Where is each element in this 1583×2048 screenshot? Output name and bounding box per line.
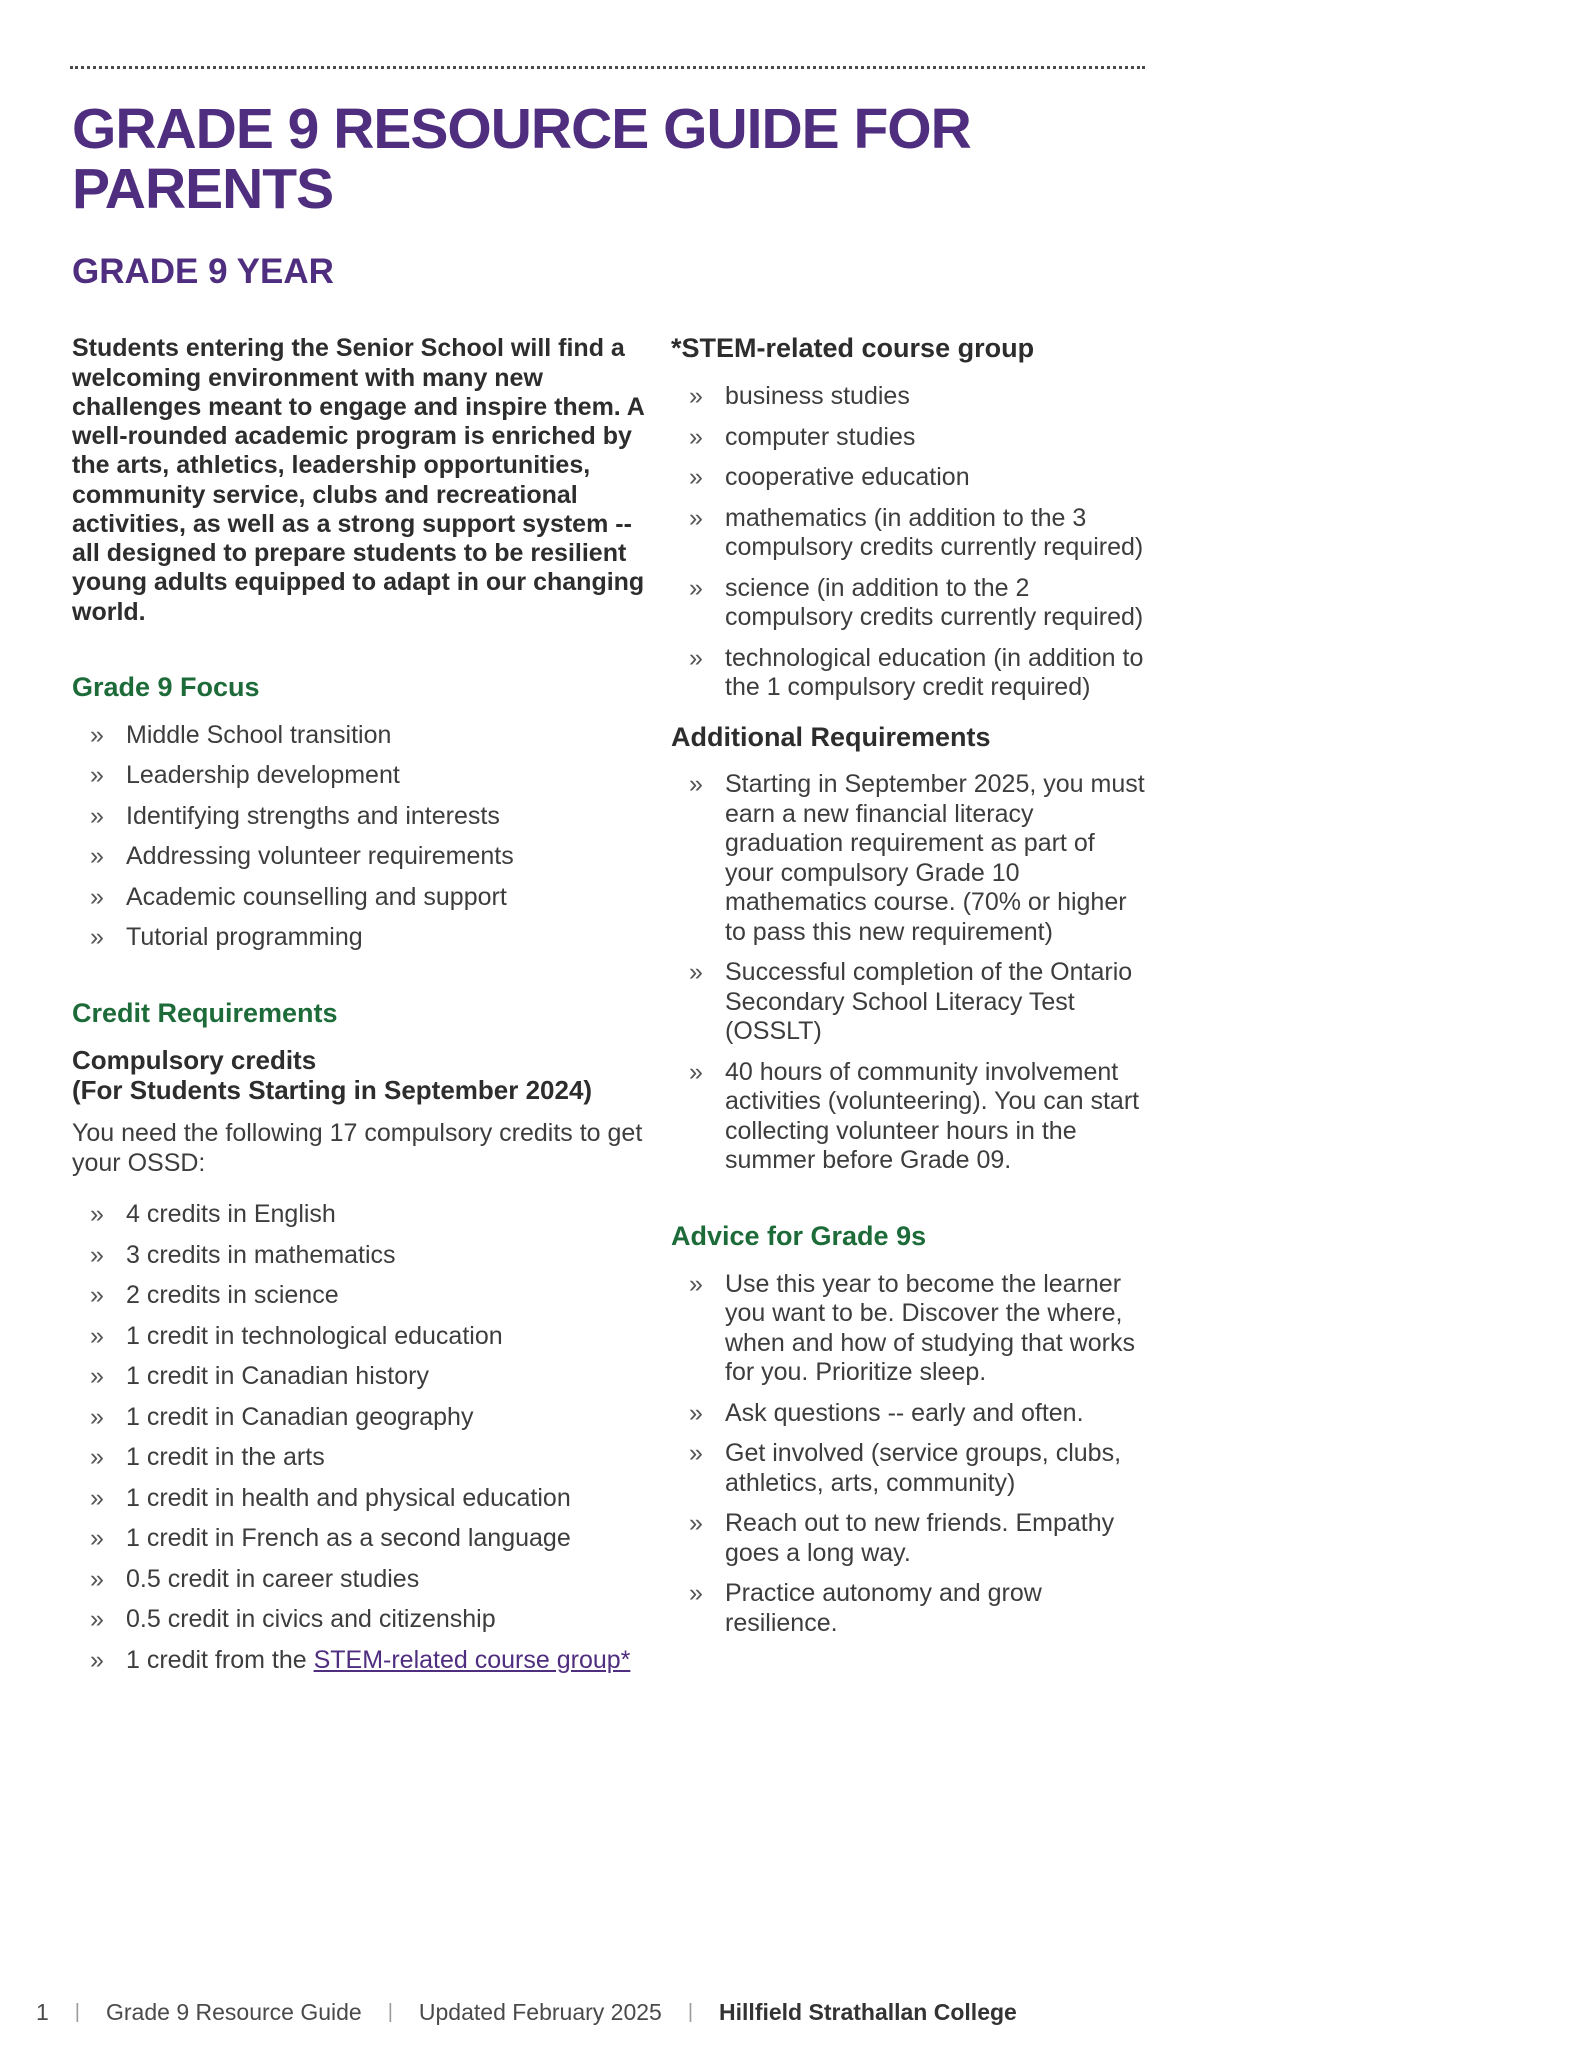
list-item — [671, 504, 1147, 563]
bullet-icon: » — [689, 1057, 703, 1086]
bullet-icon: » — [90, 1200, 104, 1229]
list-item — [671, 1439, 1147, 1498]
list-item — [72, 1322, 647, 1352]
list-item — [671, 382, 1147, 412]
page-title: GRADE 9 RESOURCE GUIDE FOR PARENTS — [72, 97, 971, 221]
list-item-text: Successful completion of the Ontario Secondary School Literacy Test (OSSLT) — [725, 958, 1133, 1046]
credits-lead-text: You need the following 17 compulsory credits to get your OSSD: — [72, 1119, 643, 1178]
grade9-focus-list — [72, 721, 647, 953]
list-item-text: computer studies — [725, 422, 916, 451]
list-item — [671, 1509, 1147, 1568]
compulsory-credits-subheading — [72, 1046, 647, 1106]
bullet-icon: » — [689, 503, 703, 532]
list-item-text: Use this year to become the learner you want to be. Discover the where, when and how of studying that works for you. Prioritize sleep. — [725, 1269, 1135, 1386]
list-item — [671, 644, 1147, 703]
list-item-text: 1 credit in Canadian geography — [126, 1402, 474, 1431]
stem-group-heading: *STEM-related course group — [671, 333, 1035, 364]
list-item — [72, 1605, 647, 1635]
bullet-icon: » — [689, 770, 703, 799]
footer-doc-name: Grade 9 Resource Guide — [106, 1999, 362, 2025]
list-item — [671, 770, 1147, 947]
footer-updated: Updated February 2025 — [418, 1999, 662, 2025]
list-item — [671, 1399, 1147, 1429]
list-item-text: 0.5 credit in civics and citizenship — [126, 1605, 496, 1634]
list-item-text — [126, 1646, 647, 1676]
list-item — [72, 1362, 647, 1392]
list-item — [72, 721, 647, 751]
advice-heading: Advice for Grade 9s — [671, 1220, 927, 1251]
list-item-text: mathematics (in addition to the 3 compulsory credits currently required) — [725, 503, 1144, 562]
footer-organization: Hillfield Strathallan College — [719, 1999, 1017, 2025]
list-item-text: Addressing volunteer requirements — [126, 842, 514, 871]
credit-requirements-heading: Credit Requirements — [72, 997, 338, 1028]
list-item-text: Get involved (service groups, clubs, athletics, arts, community) — [725, 1439, 1122, 1497]
list-item — [72, 1443, 647, 1473]
list-item-text: Identifying strengths and interests — [126, 801, 500, 830]
list-item-text: Tutorial programming — [126, 923, 363, 952]
list-item — [671, 1579, 1147, 1638]
list-item-text: business studies — [725, 382, 910, 411]
bullet-icon: » — [689, 1509, 703, 1537]
page-footer — [36, 1999, 1017, 2026]
list-item-text: Ask questions -- early and often. — [725, 1398, 1084, 1427]
compulsory-credits-line2: (For Students Starting in September 2024) — [72, 1075, 593, 1106]
list-item — [671, 1058, 1147, 1176]
list-item — [72, 923, 647, 953]
bullet-icon: » — [689, 573, 703, 602]
list-item — [671, 958, 1147, 1047]
list-item — [72, 842, 647, 872]
bullet-icon: » — [689, 1579, 703, 1607]
list-item-text: 0.5 credit in career studies — [126, 1564, 420, 1593]
list-item — [671, 463, 1147, 493]
grade9-year-heading: GRADE 9 YEAR — [72, 251, 334, 291]
stem-course-group-link[interactable]: STEM-related course group* — [313, 1645, 631, 1674]
list-item-text: 1 credit in French as a second language — [126, 1524, 571, 1553]
bullet-icon: » — [689, 1439, 703, 1467]
right-column — [671, 334, 1147, 1689]
list-item — [72, 1281, 647, 1311]
additional-requirements-list — [671, 770, 1147, 1176]
two-column-layout — [72, 334, 1147, 1689]
top-dotted-rule — [70, 66, 1145, 69]
bullet-icon: » — [90, 720, 104, 749]
bullet-icon: » — [689, 422, 703, 451]
bullet-icon: » — [689, 1269, 703, 1298]
list-item-text: Middle School transition — [126, 720, 392, 749]
compulsory-credits-list — [72, 1200, 647, 1675]
list-item-stem-credit — [72, 1646, 647, 1676]
list-item-text: Leadership development — [126, 761, 400, 790]
compulsory-credits-line1: Compulsory credits — [72, 1045, 317, 1076]
list-item-text: 1 credit in the arts — [126, 1443, 325, 1472]
list-item — [72, 761, 647, 791]
list-item-text: 40 hours of community involvement activities (volunteering). You can start collecting volunteer hours in the summer before Grade 09. — [725, 1057, 1140, 1175]
list-item-text: 1 credit in Canadian history — [126, 1362, 429, 1391]
list-item — [72, 1565, 647, 1595]
stem-group-list — [671, 382, 1147, 703]
bullet-icon: » — [90, 1240, 104, 1269]
list-item-text: science (in addition to the 2 compulsory credits currently required) — [725, 573, 1144, 632]
page-content — [72, 97, 1147, 1689]
list-item-text: 3 credits in mathematics — [126, 1240, 396, 1269]
list-item-text: cooperative education — [725, 463, 970, 492]
bullet-icon: » — [90, 1402, 104, 1431]
bullet-icon: » — [689, 382, 703, 411]
footer-separator: | — [387, 2001, 393, 2023]
left-column — [72, 334, 647, 1689]
footer-separator: | — [687, 2001, 694, 2023]
bullet-icon: » — [90, 882, 104, 911]
bullet-icon: » — [90, 761, 104, 790]
bullet-icon: » — [90, 923, 104, 952]
list-item-text: 1 credit in technological education — [126, 1321, 503, 1350]
bullet-icon: » — [689, 1398, 703, 1427]
list-item — [671, 574, 1147, 633]
bullet-icon: » — [90, 801, 104, 830]
list-item — [72, 1200, 647, 1230]
bullet-icon: » — [90, 1483, 104, 1512]
list-item — [72, 1403, 647, 1433]
page-number: 1 — [36, 1999, 49, 2025]
list-item — [72, 1241, 647, 1271]
advice-list — [671, 1270, 1147, 1639]
list-item — [72, 1524, 647, 1554]
list-item-text: 4 credits in English — [126, 1200, 336, 1229]
bullet-icon: » — [90, 1645, 104, 1674]
list-item-text: Practice autonomy and grow resilience. — [725, 1579, 1042, 1637]
bullet-icon: » — [90, 1321, 104, 1350]
bullet-icon: » — [689, 463, 703, 492]
bullet-icon: » — [689, 643, 703, 672]
bullet-icon: » — [90, 1281, 104, 1310]
additional-requirements-heading: Additional Requirements — [671, 721, 991, 752]
list-item — [671, 423, 1147, 453]
bullet-icon: » — [90, 1564, 104, 1593]
stem-credit-prefix: 1 credit from the — [126, 1645, 314, 1674]
bullet-icon: » — [90, 1605, 104, 1634]
grade9-focus-heading: Grade 9 Focus — [72, 671, 260, 702]
bullet-icon: » — [90, 1524, 104, 1553]
intro-paragraph: Students entering the Senior School will find a welcoming environment with many new challenges meant to engage and inspire them. A well-rounded academic program is enriched by the arts, athletics, leadership opportunities, community service, clubs and recreational activities, as well as a strong support system -- all designed to prepare students to be resilient young adults equipped to adapt in our changing world. — [72, 334, 645, 626]
list-item — [72, 883, 647, 913]
bullet-icon: » — [90, 1362, 104, 1391]
list-item — [72, 802, 647, 832]
footer-separator: | — [74, 2001, 80, 2023]
bullet-icon: » — [689, 958, 703, 987]
list-item — [671, 1270, 1147, 1388]
list-item — [72, 1484, 647, 1514]
list-item-text: Starting in September 2025, you must earn a new financial literacy graduation requirement as part of your compulsory Grade 10 mathematics course. (70% or higher to pass this new requirement) — [725, 770, 1145, 946]
list-item-text: Reach out to new friends. Empathy goes a long way. — [725, 1509, 1115, 1567]
list-item-text: Academic counselling and support — [126, 882, 507, 911]
list-item-text: 2 credits in science — [126, 1281, 339, 1310]
bullet-icon: » — [90, 1443, 104, 1472]
bullet-icon: » — [90, 842, 104, 871]
list-item-text: technological education (in addition to the 1 compulsory credit required) — [725, 643, 1144, 702]
list-item-text: 1 credit in health and physical education — [126, 1483, 571, 1512]
